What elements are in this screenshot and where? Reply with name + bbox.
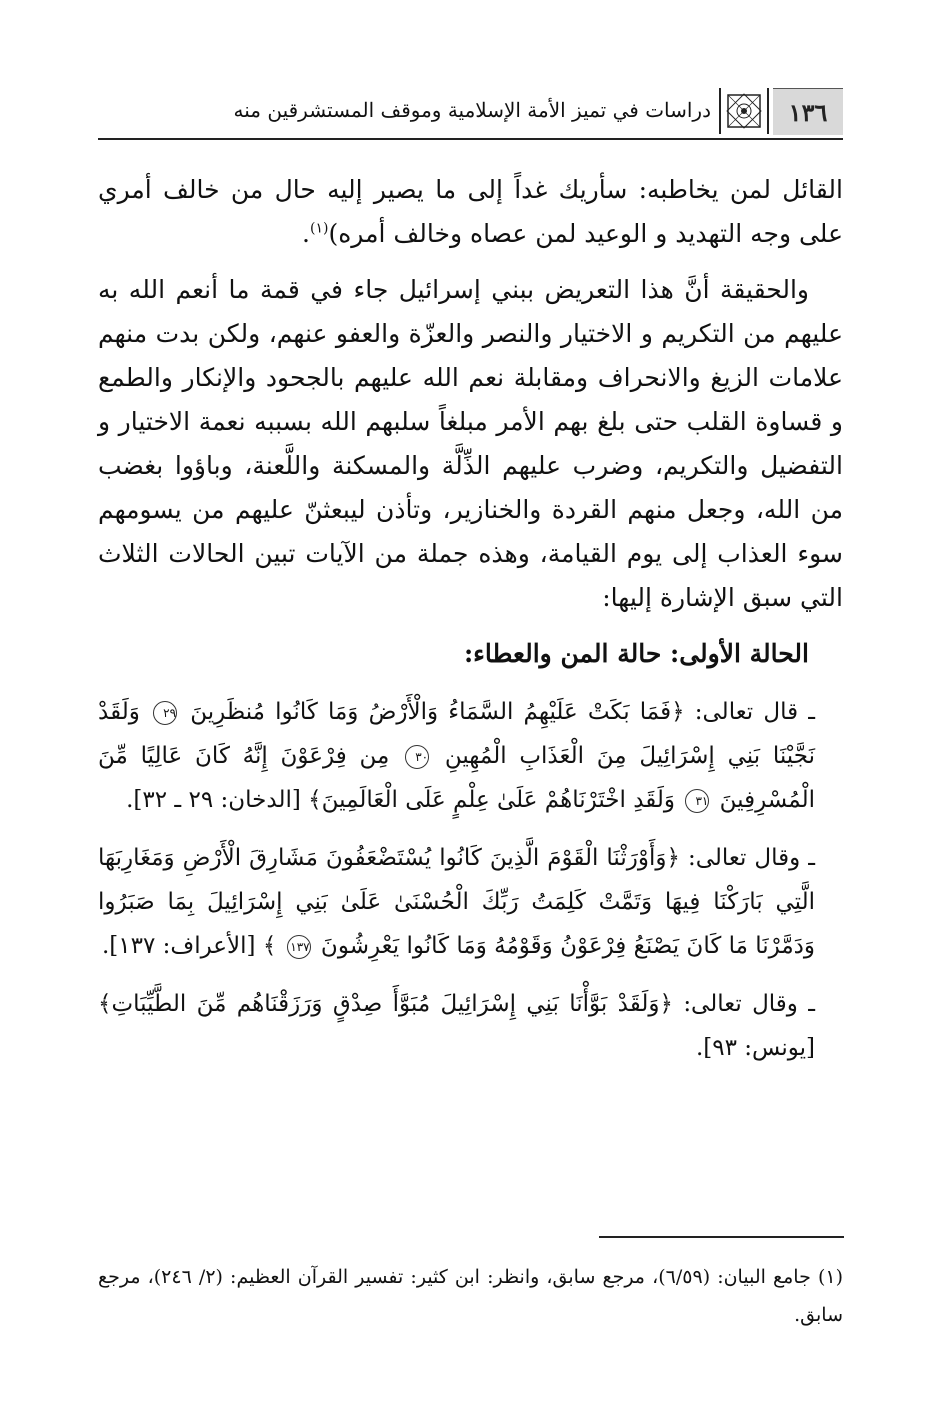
verse-1-text-d: وَلَقَدِ اخْتَرْنَاهُمْ عَلَىٰ عِلْمٍ عَلَى الْعَالَمِينَ﴾ xyxy=(308,787,676,813)
footnote xyxy=(98,1258,843,1334)
ayah-marker: ١٣٧ xyxy=(287,935,311,959)
verse-2-reference: [الأعراف: ١٣٧]. xyxy=(101,933,256,959)
ayah-marker: ٢٩ xyxy=(153,701,177,725)
verse-block-3 xyxy=(98,982,843,1070)
ayah-marker: ٣٠ xyxy=(405,745,429,769)
footnote-ref: (١) xyxy=(309,220,329,237)
paragraph-2: والحقيقة أنَّ هذا التعريض ببني إسرائيل جاء في قمة ما أنعم الله به عليهم من التكريم و الاختيار والنصر والعزّة والعفو عنهم، ولكن بدت منهم علامات الزيغ والانحراف ومقابلة نعم الله عليهم بالجحود والإنكار والطمع و قساوة القلب حتى بلغ بهم الأمر مبلغاً سلبهم الله بسببه نعمة الاختيار و التفضيل والتكريم، وضرب عليهم الذِّلَّة والمسكنة واللَّعنة، وباؤوا بغضب من الله، وجعل منهم القردة والخنازير، وتأذن ليبعثنّ عليهم من يسومهم سوء العذاب إلى يوم القيامة، وهذه جملة من الآيات تبين الحالات الثلاث التي سبق الإشارة إليها: xyxy=(98,275,843,612)
verse-block-2 xyxy=(98,836,843,968)
paragraph-1-end: . xyxy=(302,219,310,248)
verse-1-text-b: وَلَقَدْ نَجَّيْنَا بَنِي إِسْرَائِيلَ مِنَ الْعَذَابِ الْمُهِينِ xyxy=(98,699,815,769)
verse-3-text: ﴿وَلَقَدْ بَوَّأْنَا بَنِي إِسْرَائِيلَ مُبَوَّأَ صِدْقٍ وَرَزَقْنَاهُم مِّنَ الطَّيِّبَاتِ﴾ xyxy=(98,991,673,1017)
verse-1-reference: [الدخان: ٢٩ ـ ٣٢]. xyxy=(126,787,301,813)
page-number: ١٣٦ xyxy=(773,88,843,135)
verse-2-text-b: ﴾ xyxy=(262,933,277,959)
header-rule xyxy=(98,138,843,140)
ornament-icon xyxy=(719,88,769,134)
verse-2-text-a: ﴿وَأَوْرَثْنَا الْقَوْمَ الَّذِينَ كَانُوا يُسْتَضْعَفُونَ مَشَارِقَ الْأَرْضِ وَمَغَارِبَهَا الَّتِي بَارَكْنَا فِيهَا وَتَمَّتْ كَلِمَتُ رَبِّكَ الْحُسْنَىٰ عَلَىٰ بَنِي إِسْرَائِيلَ بِمَا صَبَرُوا وَدَمَّرْنَا مَا كَانَ يَصْنَعُ فِرْعَوْنُ وَقَوْمُهُ وَمَا كَانُوا يَعْرِشُونَ xyxy=(98,845,815,959)
paragraph-1 xyxy=(98,168,843,256)
body-text xyxy=(98,168,843,1084)
paragraph-1-text: القائل لمن يخاطبه: سأريك غداً إلى ما يصير إليه حال من خالف أمري على وجه التهديد و الوعيد لمن عصاه وخالف أمره) xyxy=(98,175,843,248)
verse-1-text-c: مِن فِرْعَوْنَ إِنَّهُ كَانَ عَالِيًا مِّنَ الْمُسْرِفِينَ xyxy=(98,743,815,813)
verse-block-1 xyxy=(98,690,843,822)
ayah-marker: ٣١ xyxy=(685,789,709,813)
footnote-rule xyxy=(599,1236,844,1238)
running-title: دراسات في تميز الأمة الإسلامية وموقف المستشرقين منه xyxy=(233,98,711,122)
verse-1-lead: ـ قال تعالى: xyxy=(694,699,816,725)
verse-1-text-a: ﴿فَمَا بَكَتْ عَلَيْهِمُ السَّمَاءُ وَالْأَرْضُ وَمَا كَانُوا مُنظَرِينَ xyxy=(190,699,685,725)
page-header xyxy=(98,88,843,140)
verse-3-lead: ـ وقال تعالى: xyxy=(683,991,815,1017)
section-heading: الحالة الأولى: حالة المن والعطاء: xyxy=(463,639,809,668)
footnote-number: (١) xyxy=(817,1266,843,1288)
verse-2-lead: ـ وقال تعالى: xyxy=(687,845,815,871)
footnote-text: جامع البيان: (٦/٥٩)، مرجع سابق، وانظر: ابن كثير: تفسير القرآن العظيم: (٢/ ٢٤٦)، مرجع سابق. xyxy=(98,1266,843,1326)
verse-3-reference: [يونس: ٩٣]. xyxy=(695,1035,815,1061)
